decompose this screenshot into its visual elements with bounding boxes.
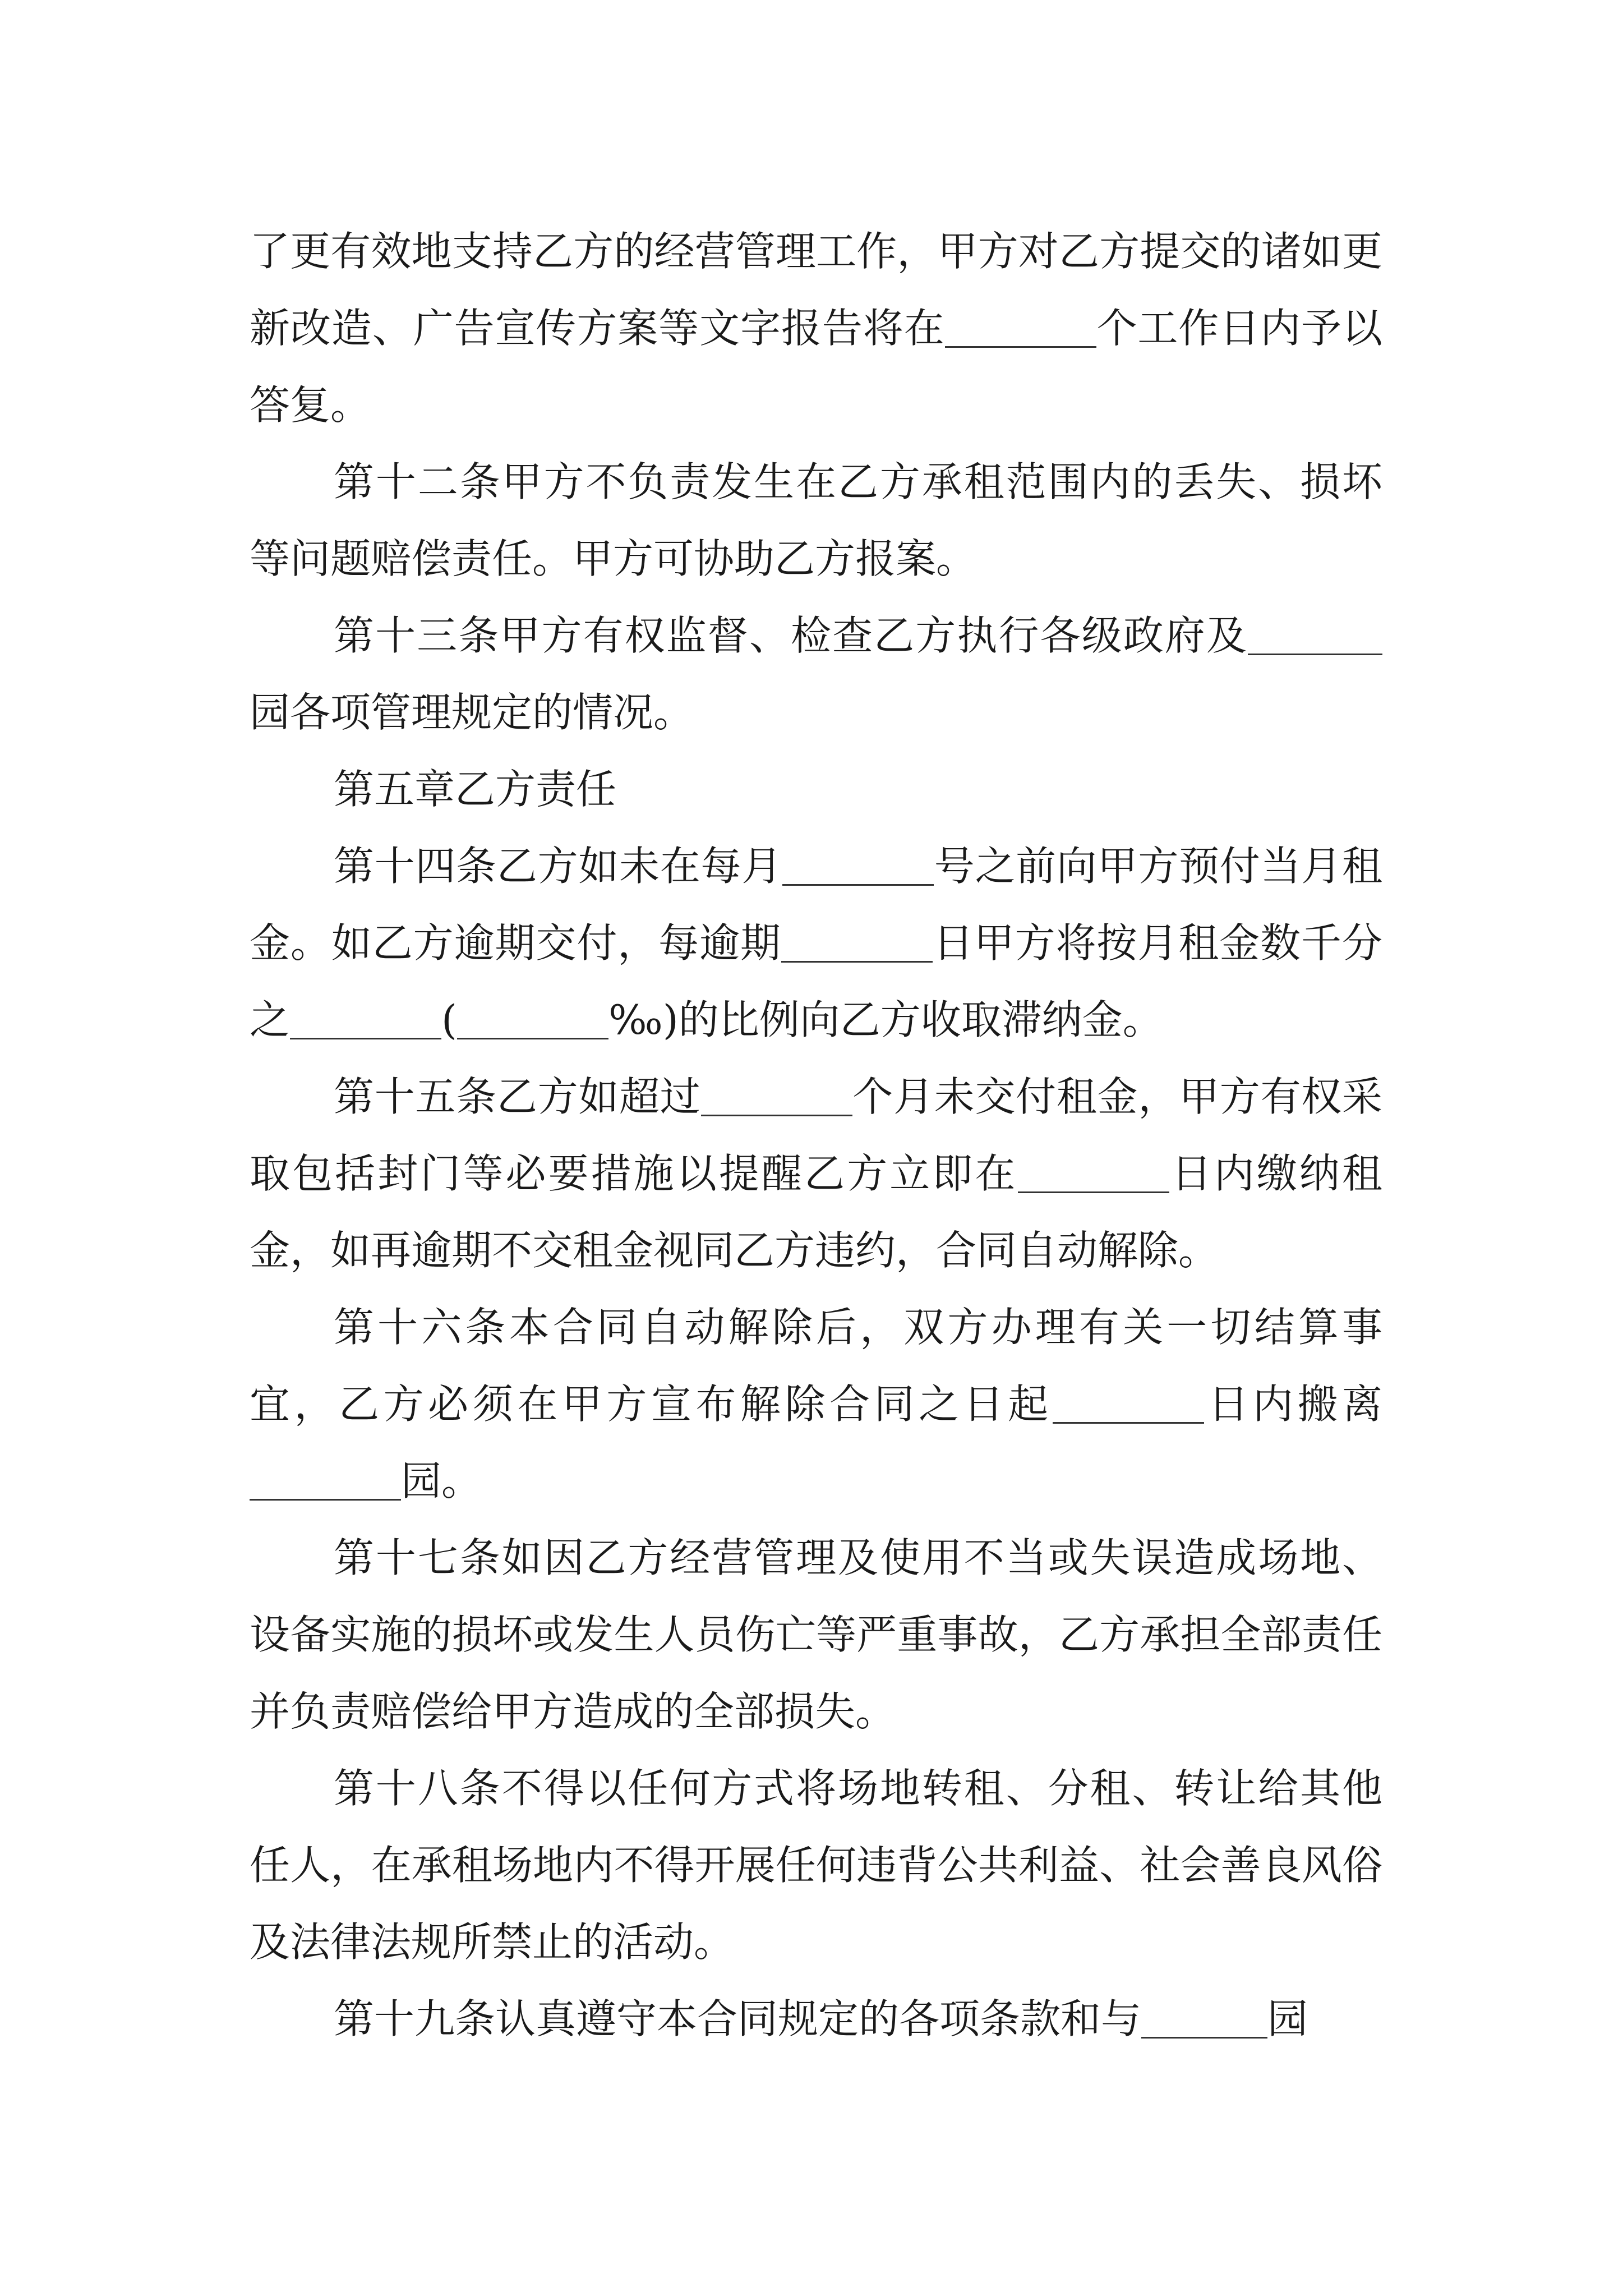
paragraph-text: 日甲方将按月租金数千分之 [250,919,1382,1043]
paragraph-article-18 [250,1750,1382,1981]
paragraph-article-11-continued [250,213,1382,444]
paragraph-text: 第十八条不得以任何方式将场地转租、分租、转让给其他任人，在承租场地内不得开展任何违背公共利益、社会善良风俗及法律法规所禁止的活动。 [250,1765,1382,1966]
paragraph-article-13 [250,597,1382,751]
paragraph-article-19 [250,1981,1382,2058]
paragraph-text: ( [441,996,458,1043]
paragraph-text: 日内缴纳租金，如再逾期不交租金视同乙方违约，合同自动解除。 [250,1150,1382,1274]
paragraph-text: 日内搬离 [1204,1381,1382,1428]
paragraph-article-16 [250,1289,1382,1520]
paragraph-article-12 [250,444,1382,597]
paragraph-text: ‰)的比例向乙方收取滞纳金。 [608,996,1163,1043]
paragraph-text: 号之前向甲方预付当月租金。如乙方逾期交付，每逾期 [250,843,1382,967]
blank-line [945,306,1096,348]
paragraph-text: 园 [1267,1995,1308,2042]
paragraph-text: 第十四条乙方如未在每月 [334,843,782,890]
blank-line [290,997,441,1039]
paragraph-text: 了更有效地支持乙方的经营管理工作，甲方对乙方提交的诸如更新改造、广告宣传方案等文字报告将在 [250,228,1382,352]
paragraph-text: 个月未交付租金，甲方有权采取包括封门等必要措施以提醒乙方立即在 [250,1073,1382,1197]
paragraph-text: 园。 [401,1457,482,1504]
paragraph-text: 个工作日内予以答复。 [250,305,1382,429]
paragraph-article-14 [250,828,1382,1059]
blank-line [781,921,933,963]
blank-line [782,844,934,886]
paragraph-text: 第十七条如因乙方经营管理及使用不当或失误造成场地、设备实施的损坏或发生人员伤亡等严重事故，乙方承担全部责任并负责赔偿给甲方造成的全部损失。 [250,1534,1382,1735]
chapter-title: 第五章乙方责任 [334,766,617,813]
chapter-heading [250,751,1382,828]
blank-line [701,1074,852,1116]
paragraph-text: 第十六条本合同自动解除后，双方办理有关一切结算事宜，乙方必须在甲方宣布解除合同之日起 [250,1304,1382,1428]
blank-line [1141,1996,1267,2039]
blank-line [1053,1382,1204,1424]
paragraph-text: 第十五条乙方如超过 [334,1073,701,1120]
paragraph-text: 第十二条甲方不负责发生在乙方承租范围内的丢失、损坏等问题赔偿责任。甲方可协助乙方报案。 [250,458,1382,582]
blank-line [1248,613,1382,655]
blank-line [1018,1151,1169,1193]
paragraph-article-17 [250,1520,1382,1750]
blank-line [457,997,608,1039]
paragraph-text: 第十三条甲方有权监督、检查乙方执行各级政府及 [334,612,1248,659]
paragraph-text: 园各项管理规定的情况。 [250,689,694,736]
document-body [250,213,1382,2058]
paragraph-text: 第十九条认真遵守本合同规定的各项条款和与 [334,1995,1142,2042]
blank-line [250,1458,401,1501]
paragraph-article-15 [250,1059,1382,1289]
